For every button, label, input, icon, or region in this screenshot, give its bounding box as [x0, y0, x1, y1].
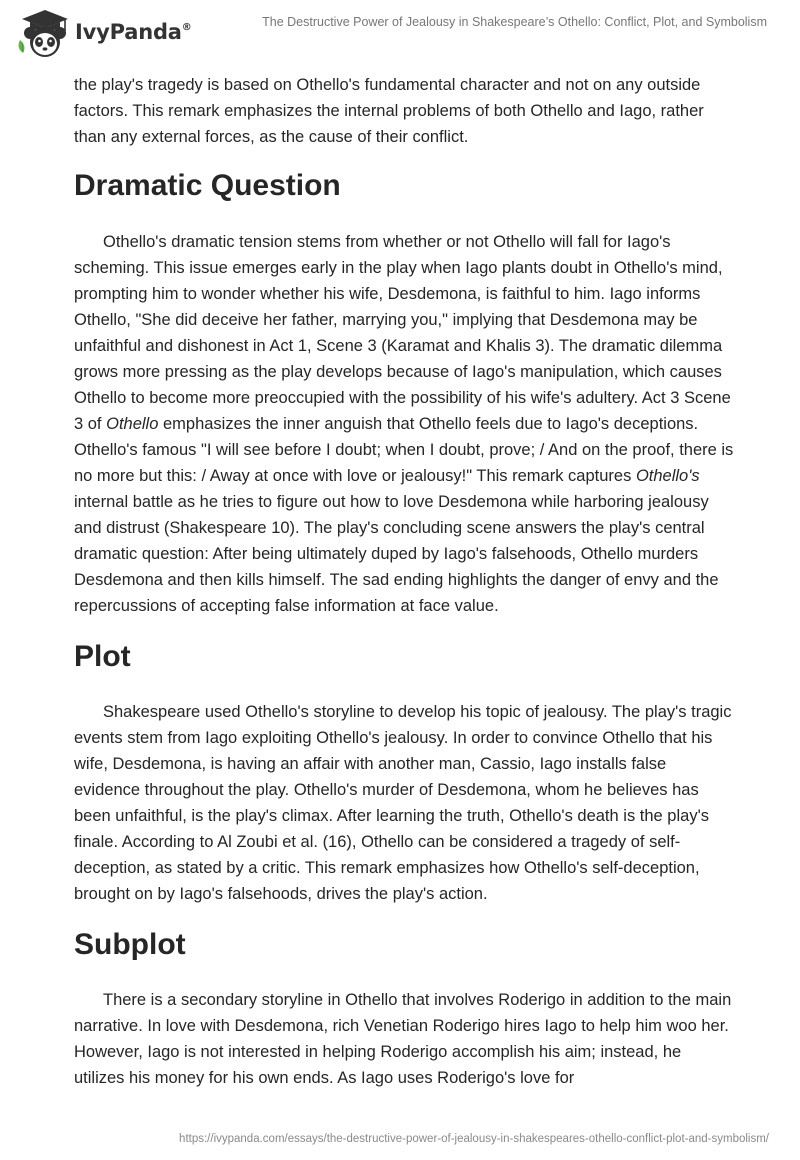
section-heading-dramatic-question: Dramatic Question: [74, 169, 341, 202]
dramatic-question-paragraph: Othello's dramatic tension stems from whether or not Othello will fall for Iago's scheming. This issue emerges early in the play when Iago plants doubt in Othello's mind, prompting him to wonder whether his wife, Desdemona, is faithful to him. Iago informs Othello, "She did deceive her father, marrying you," implying that Desdemona may be unfaithful and dishonest in Act 1, Scene 3 (Karamat and Khalis 3). The dramatic dilemma grows more pressing as the play develops because of Iago's manipulation, which causes Othello to become more preoccupied with the possibility of his wife's adultery. Act 3 Scene 3 of Othello emphasizes the inner anguish that Othello feels due to Iago's deceptions. Othello's famous "I will see before I doubt; when I doubt, prove; / And on the proof, there is no more but this: / Away at once with love or jealousy!" This remark captures Othello's internal battle as he tries to figure out how to love Desdemona while harboring jealousy and distrust (Shakespeare 10). The play's concluding scene answers the play's central dramatic question: After being ultimately duped by Iago's falsehoods, Othello murders Desdemona and then kills himself. The sad ending highlights the danger of envy and the repercussions of accepting false information at face value.: [74, 233, 734, 615]
essay-body: [74, 70, 734, 1091]
italic-title: Othello: [106, 415, 159, 433]
plot-paragraph: Shakespeare used Othello's storyline to develop his topic of jealousy. The play's tragic events stem from Iago exploiting Othello's jealousy. In order to convince Othello that his wife, Desdemona, is having an affair with another man, Cassio, Iago installs false evidence throughout the play. Othello's murder of Desdemona, whom he believes has been unfaithful, is the play's climax. After learning the truth, Othello's death is the play's finale. According to Al Zoubi et al. (16), Othello can be considered a tragedy of self-deception, as stated by a critic. This remark emphasizes how Othello's self-deception, brought on by Iago's falsehoods, drives the play's action.: [74, 703, 732, 903]
source-url[interactable]: https://ivypanda.com/essays/the-destructive-power-of-jealousy-in-shakespeares-othello-conflict-plot-and-symbolism/: [179, 1133, 769, 1145]
page-header: [0, 0, 800, 62]
document-title: The Destructive Power of Jealousy in Shakespeare’s Othello: Conflict, Plot, and Symbolism: [262, 15, 767, 29]
ivypanda-logo[interactable]: [14, 6, 192, 58]
section-heading-plot: Plot: [74, 640, 131, 673]
logo-wordmark: IvyPanda®: [75, 20, 192, 44]
panda-graduate-icon: [14, 6, 70, 58]
section-heading-subplot: Subplot: [74, 928, 186, 961]
subplot-paragraph: There is a secondary storyline in Othello that involves Roderigo in addition to the main narrative. In love with Desdemona, rich Venetian Roderigo hires Iago to help him woo her. However, Iago is not interested in helping Roderigo accomplish his aim; instead, he utilizes his money for his own ends. As Iago uses Roderigo's love for: [74, 991, 732, 1087]
intro-paragraph: the play's tragedy is based on Othello's fundamental character and not on any outside factors. This remark emphasizes the internal problems of both Othello and Iago, rather than any external forces, as the cause of their conflict.: [74, 76, 704, 146]
italic-title: Othello's: [635, 467, 700, 485]
